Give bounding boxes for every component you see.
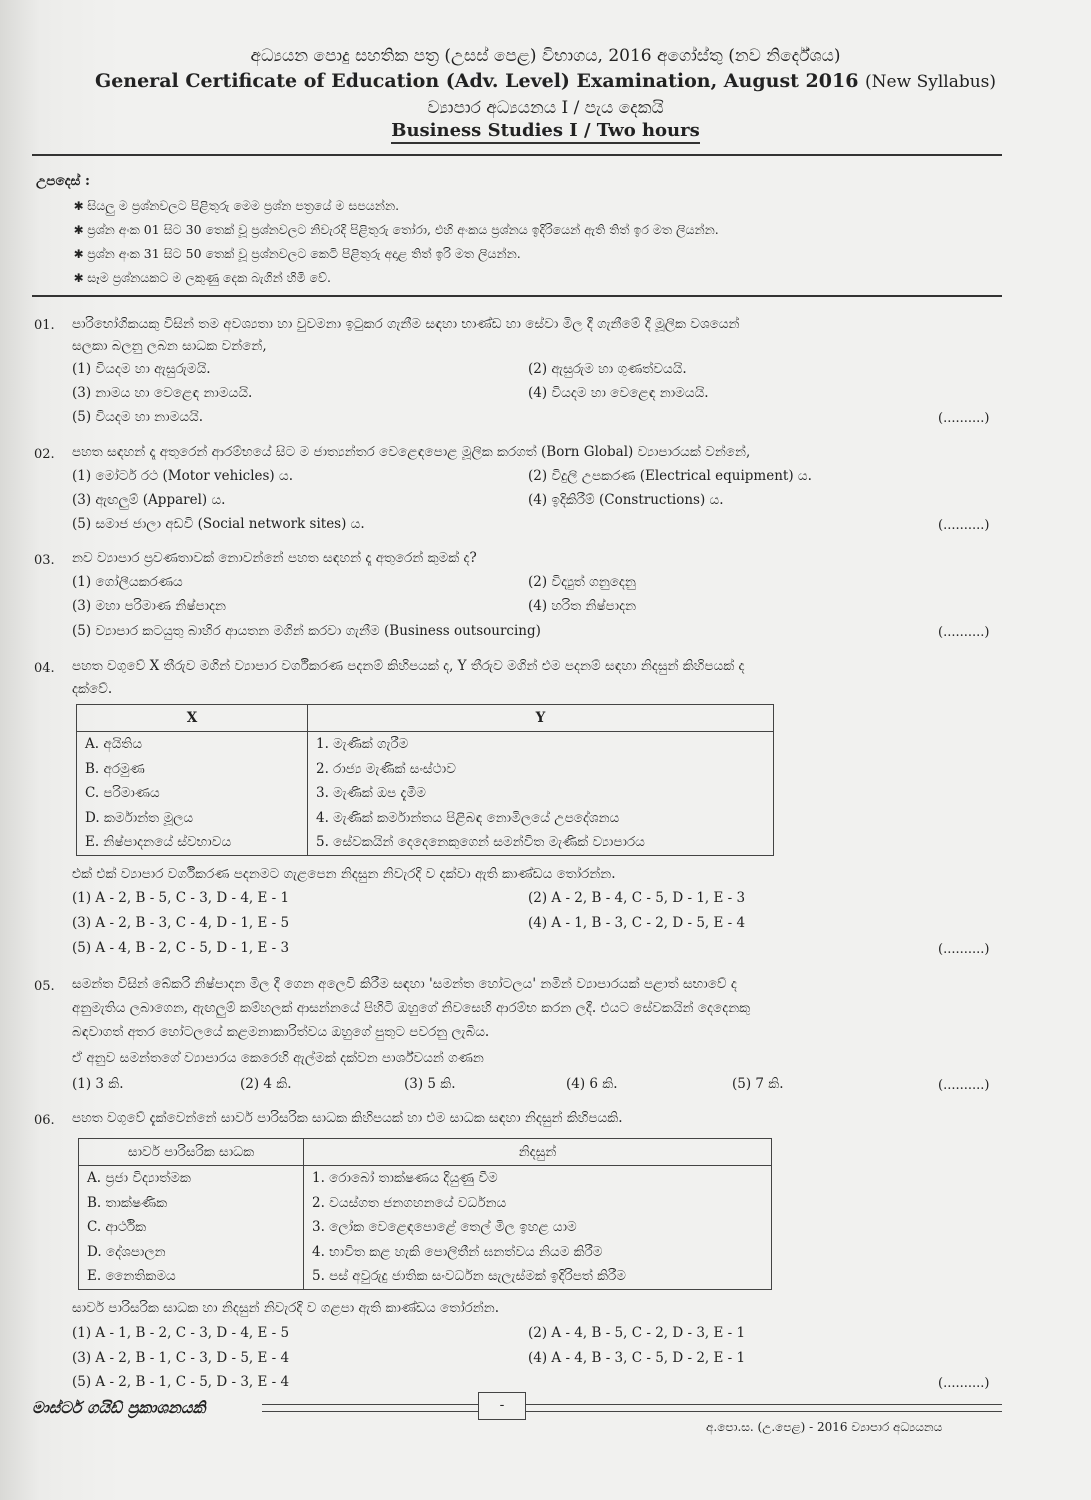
q5-stem-line3: බඳවාගත් අතර හෝටලයේ කළමනාකාරිත්වය ඔහුගේ පුතුට පවරනු ලැබිය. (72, 1024, 490, 1040)
instruction-1: ✱ සියලු ම ප්‍රශ්නවලට පිළිතුරු මෙම ප්‍රශ්න පත්‍රයේ ම සපයන්න. (74, 198, 400, 213)
q3-option-5: (5) ව්‍යාපාර කටයුතු බාහිර ආයතන මගින් කරවා ගැනීම (Business outsourcing) (72, 623, 541, 639)
q6-stem: පහත වගුවේ දැක්වෙන්නේ සාර්ව පාරිසරික සාධක කිහිපයක් හා එම සාධක සඳහා නිදසුන් කිහිපයකි. (72, 1110, 623, 1126)
q4-answer-blank[interactable]: (..........) (938, 942, 990, 957)
footer-exam-label: අ.පො.ස. (උ.පෙළ) - 2016 ව්‍යාපාර අධ්‍යයනය (706, 1420, 943, 1434)
header-divider (32, 154, 1002, 156)
q4-y-row-5: 5. සේවකයින් දෙදෙනෙකුගෙන් සමන්විත මැණික් ව්‍යාපාරය (316, 834, 645, 850)
q6-example-3: 3. ලෝක වෙළෙඳපොළේ තෙල් මිල ඉහළ යාම (312, 1219, 577, 1235)
q6-example-4: 4. භාවිත කළ හැකි පොලිතීන් ඝනත්වය නියම කිරීම (312, 1243, 603, 1260)
q4-option-1: (1) A - 2, B - 5, C - 3, D - 4, E - 1 (72, 890, 290, 906)
q4-option-3: (3) A - 2, B - 3, C - 4, D - 1, E - 5 (72, 915, 290, 931)
q3-option-2: (2) විද්‍යුත් ගනුදෙනු (528, 574, 636, 590)
q1-option-5: (5) වියදම හා නාමයයි. (72, 409, 203, 425)
q5-option-4: (4) 6 කි. (566, 1076, 618, 1092)
q4-stem-line1: පහත වගුවේ X තීරුව මගින් ව්‍යාපාර වර්ගීකරණ පදනම් කිහිපයක් ද, Y තීරුව මගින් එම පදනම් සඳහා නිදසුන් කිහිපයක් ද (72, 658, 745, 674)
q1-option-2: (2) ඇසුරුම හා ගුණත්වයයි. (528, 361, 687, 377)
q6-option-5: (5) A - 2, B - 1, C - 5, D - 3, E - 4 (72, 1374, 290, 1390)
q5-option-3: (3) 5 කි. (404, 1076, 456, 1092)
q4-x-row-e: E. නිෂ්පාදනයේ ස්වභාවය (85, 834, 232, 850)
q6-option-2: (2) A - 4, B - 5, C - 2, D - 3, E - 1 (528, 1325, 746, 1341)
q3-option-3: (3) මහා පරිමාණ නිෂ්පාදන (72, 598, 227, 614)
q6-table (78, 1138, 772, 1290)
q1-option-4: (4) වියදම හා වෙළෙඳ නාමයයි. (528, 385, 709, 401)
q3-stem: නව ව්‍යාපාර ප්‍රවණතාවක් නොවන්නේ පහත සඳහන් දෑ අතුරෙන් කුමක් ද? (72, 550, 477, 566)
instructions-divider (32, 295, 1002, 297)
q1-stem-line2: සලකා බලනු ලබන සාධක වන්නේ, (72, 338, 267, 354)
q4-column-x: X (77, 705, 308, 732)
q6-answer-blank[interactable]: (..........) (938, 1376, 990, 1391)
q6-factors-cell (79, 1166, 304, 1290)
q6-example-5: 5. පස් අවුරුදු ජාතික සංවර්ධන සැලැස්මක් ඉදිරිපත් කිරීම (312, 1268, 626, 1284)
q5-stem-line1: සමන්ත විසින් බේකරි නිෂ්පාදන මිල දී ගෙන අලෙවි කිරීම සඳහා 'සමන්ත හෝටලය' නමින් ව්‍යාපාරයක් පළාත් සභාවේ ද (72, 976, 737, 992)
q4-column-y: Y (308, 705, 774, 732)
question-number-2: 02. (34, 447, 55, 462)
q6-factor-a: A. ප්‍රජා විද්‍යාත්මක (87, 1170, 191, 1186)
q4-y-cell (308, 732, 774, 856)
page-number: - (478, 1392, 526, 1420)
english-subject-text: Business Studies I / Two hours (391, 120, 700, 144)
q6-column-examples: නිදසුන් (304, 1139, 772, 1166)
new-syllabus-label: (New Syllabus) (865, 72, 997, 92)
q2-option-3: (3) ඇඟලුම් (Apparel) ය. (72, 492, 226, 508)
q4-question: එක් එක් ව්‍යාපාර වර්ගීකරණ පදනමට ගැළපෙන නිදසුන නිවැරදි ව දක්වා ඇති කාණ්ඩය තෝරන්න. (72, 866, 616, 882)
q5-stem-line4: ඒ අනුව සමන්තගේ ව්‍යාපාරය කෙරෙහි ඇල්මක් දක්වන පාර්ශ්වයන් ගණන (72, 1050, 484, 1066)
q4-stem-line2: දක්වේ. (72, 681, 113, 697)
english-title-text: General Certificate of Education (Adv. Level) Examination, August 2016 (94, 70, 859, 92)
q6-option-3: (3) A - 2, B - 1, C - 3, D - 5, E - 4 (72, 1350, 290, 1366)
q4-x-cell (77, 732, 308, 856)
q4-x-row-c: C. පරිමාණය (85, 785, 160, 801)
q6-factor-c: C. ආර්ථික (87, 1219, 147, 1235)
q5-option-5: (5) 7 කි. (732, 1076, 784, 1092)
question-number-4: 04. (34, 661, 55, 676)
instruction-3: ✱ ප්‍රශ්න අංක 31 සිට 50 තෙක් වූ ප්‍රශ්නවලට කෙටි පිළිතුරු අදාළ තිත් ඉරි මත ලියන්න. (74, 246, 521, 261)
q2-answer-blank[interactable]: (..........) (938, 518, 990, 533)
instructions-heading: උපදෙස් : (36, 173, 91, 189)
q2-option-2: (2) විදුලි උපකරණ (Electrical equipment) ය. (528, 468, 812, 484)
instruction-2: ✱ ප්‍රශ්න අංක 01 සිට 30 තෙක් වූ ප්‍රශ්නවලට නිවැරදි පිළිතුරු තෝරා, එහි අංකය ප්‍රශ්නය ඉදිරියෙන් ඇති තිත් ඉර මත ලියන්න. (74, 222, 719, 237)
q1-stem-line1: පාරිභෝගිකයකු විසින් තම අවශ්‍යතා හා වුවමනා ඉටුකර ගැනීම සඳහා භාණ්ඩ හා සේවා මිල දී ගැනීමේ දී මූලික වශයෙන් (72, 316, 740, 332)
q4-option-2: (2) A - 2, B - 4, C - 5, D - 1, E - 3 (528, 890, 746, 906)
q2-option-4: (4) ඉදිකිරීම් (Constructions) ය. (528, 492, 724, 508)
q3-option-1: (1) ගෝලීයකරණය (72, 574, 183, 590)
q2-option-5: (5) සමාජ ජාලා අඩවි (Social network sites) ය. (72, 516, 365, 532)
q1-answer-blank[interactable]: (..........) (938, 411, 990, 426)
q4-y-row-1: 1. මැණික් ගැරීම (316, 736, 409, 752)
q6-option-1: (1) A - 1, B - 2, C - 3, D - 4, E - 5 (72, 1325, 290, 1341)
q6-examples-cell (304, 1166, 772, 1290)
english-exam-title (0, 70, 1091, 92)
q5-answer-blank[interactable]: (..........) (938, 1078, 990, 1093)
q4-x-row-b: B. අරමුණ (85, 760, 145, 777)
question-number-6: 06. (34, 1113, 55, 1128)
q2-option-1: (1) මෝටර් රථ (Motor vehicles) ය. (72, 468, 293, 484)
q6-factor-e: E. නෛතිකමය (87, 1268, 176, 1284)
q2-stem: පහත සඳහන් දෑ අතුරෙන් ආරම්භයේ සිට ම ජාත්‍යන්තර වෙළෙඳපොළ මූලික කරගත් (Born Global) ව්‍යාපාරයක් වන්නේ, (72, 444, 751, 460)
question-number-3: 03. (34, 553, 55, 568)
q4-y-row-3: 3. මැණික් ඔප දැමීම (316, 785, 426, 801)
q6-example-2: 2. වයස්ගත ජනගහනයේ වර්ධනය (312, 1194, 507, 1211)
sinhala-subject: ව්‍යාපාර අධ්‍යයනය I / පැය දෙකයි (427, 98, 664, 118)
footer-rule (262, 1404, 1002, 1412)
q4-option-4: (4) A - 1, B - 3, C - 2, D - 5, E - 4 (528, 915, 746, 931)
q4-y-row-2: 2. රාජ්‍ය මැණික් සංස්ථාව (316, 760, 456, 777)
q4-x-row-d: D. කර්මාන්ත මූලය (85, 809, 194, 826)
q4-table (76, 704, 774, 856)
english-subject (0, 120, 1091, 141)
q4-y-row-4: 4. මැණික් කර්මාන්තය පිළිබඳ නොමිලයේ උපදේශනය (316, 809, 620, 826)
question-number-1: 01. (34, 318, 55, 333)
publisher-name: මාස්ටර් ගයිඩ් ප්‍රකාශනයකි (32, 1398, 206, 1417)
q6-example-1: 1. රොබෝ තාක්ෂණය දියුණු වීම (312, 1170, 498, 1186)
q6-question: සාර්ව පාරිසරික සාධක හා නිදසුන් නිවැරදි ව ගළපා ඇති කාණ්ඩය තෝරන්න. (72, 1300, 500, 1316)
q6-option-4: (4) A - 4, B - 3, C - 5, D - 2, E - 1 (528, 1350, 746, 1366)
q3-answer-blank[interactable]: (..........) (938, 625, 990, 640)
instruction-4: ✱ සෑම ප්‍රශ්නයකට ම ලකුණු දෙක බැගින් හිමි වේ. (74, 270, 331, 285)
q1-option-1: (1) වියදම හා ඇසුරුමයි. (72, 361, 211, 377)
q5-option-1: (1) 3 කි. (72, 1076, 124, 1092)
q4-option-5: (5) A - 4, B - 2, C - 5, D - 1, E - 3 (72, 940, 290, 956)
q4-x-row-a: A. අයිතිය (85, 736, 143, 752)
q6-factor-d: D. දේශපාලන (87, 1243, 166, 1260)
q5-option-2: (2) 4 කි. (240, 1076, 292, 1092)
q6-column-factors: සාර්ව පාරිසරික සාධක (79, 1139, 304, 1166)
q6-factor-b: B. තාක්ෂණික (87, 1194, 168, 1211)
q3-option-4: (4) හරිත නිෂ්පාදන (528, 598, 637, 614)
question-number-5: 05. (34, 979, 55, 994)
q5-stem-line2: අනුමැතිය ලබාගෙන, ඇඟලුම් කම්හලක් ආසන්නයේ පිහිටි ඔහුගේ නිවසෙහි ආරම්භ කරන ලදී. එයට සේවකයින් දෙදෙනකු (72, 1000, 751, 1016)
sinhala-exam-title: අධ්‍යයන පොදු සහතික පත්‍ර (උසස් පෙළ) විභාගය, 2016 අගෝස්තු (නව නිර්දේශය) (250, 46, 841, 66)
q1-option-3: (3) නාමය හා වෙළෙඳ නාමයයි. (72, 385, 253, 401)
